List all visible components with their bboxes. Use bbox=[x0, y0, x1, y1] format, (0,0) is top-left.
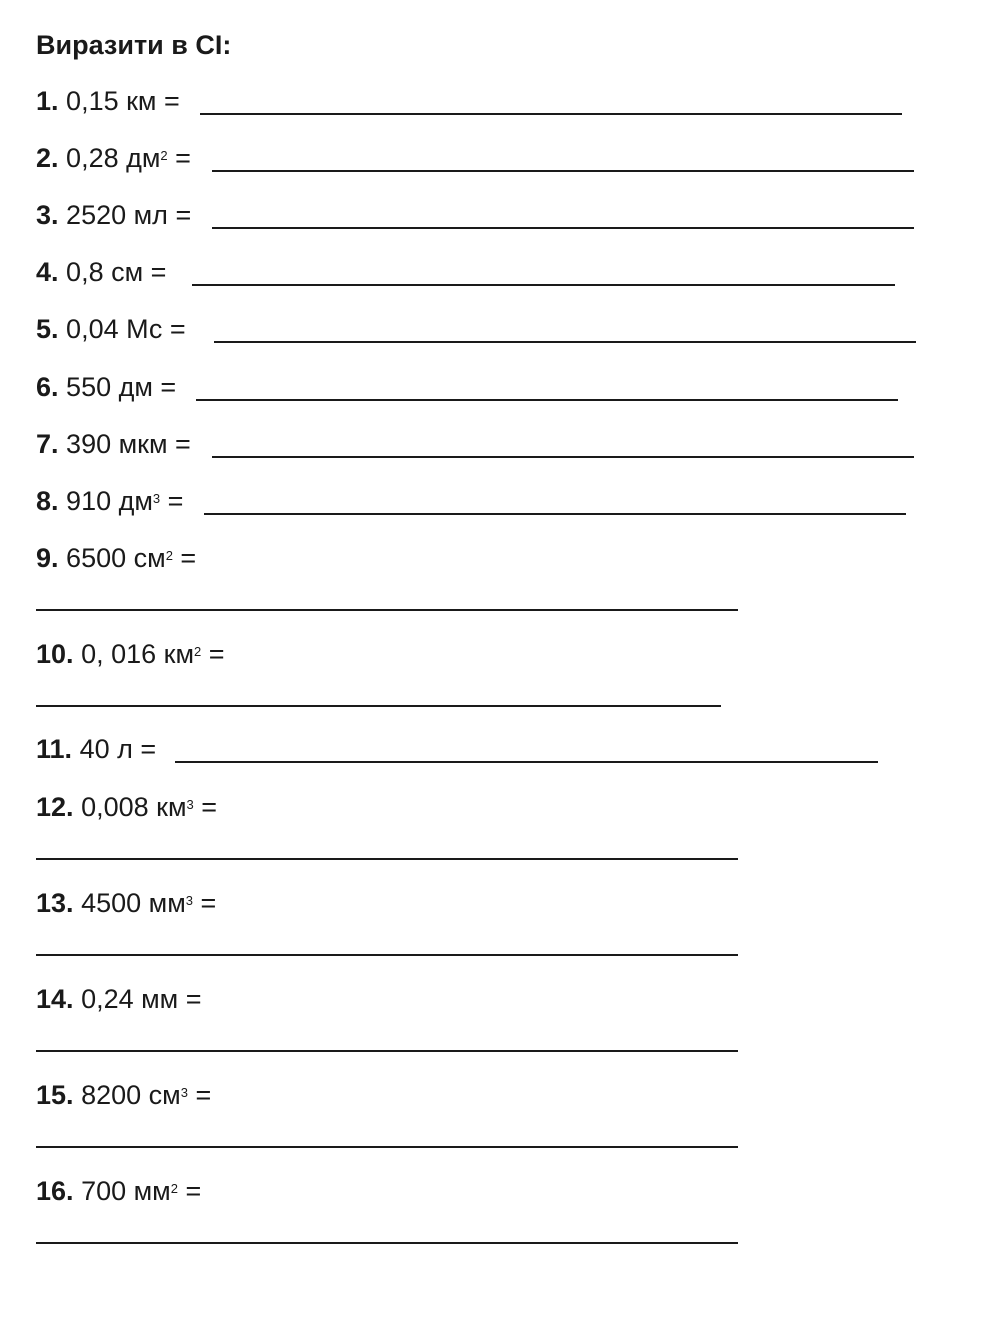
exercise-number: 3. bbox=[36, 200, 59, 230]
exercise-value: 0,24 мм bbox=[81, 984, 179, 1014]
exercise-value: 0,008 км bbox=[81, 792, 187, 822]
exercise-10 bbox=[36, 637, 225, 671]
equals-sign: = bbox=[201, 639, 225, 669]
exercise-number: 4. bbox=[36, 257, 59, 287]
exercise-value: 700 мм bbox=[81, 1176, 171, 1206]
exercise-number: 11. bbox=[36, 734, 73, 764]
equals-sign: = bbox=[167, 200, 192, 230]
equals-sign: = bbox=[193, 888, 217, 918]
exercise-value: 0,28 дм bbox=[66, 143, 161, 173]
exercise-value: 8200 см bbox=[81, 1080, 181, 1110]
exercise-number: 10. bbox=[36, 639, 74, 669]
answer-line-14[interactable] bbox=[36, 1050, 738, 1052]
exercise-6 bbox=[36, 370, 176, 404]
answer-line-11[interactable] bbox=[175, 761, 878, 763]
exercise-number: 7. bbox=[36, 429, 59, 459]
exercise-13 bbox=[36, 886, 216, 920]
exercise-exponent: 2 bbox=[170, 1181, 178, 1196]
equals-sign: = bbox=[156, 86, 180, 116]
answer-line-8[interactable] bbox=[204, 513, 906, 515]
exercise-value: 40 л bbox=[79, 734, 133, 764]
exercise-1 bbox=[36, 84, 180, 118]
exercise-number: 16. bbox=[36, 1176, 74, 1206]
answer-line-12[interactable] bbox=[36, 858, 738, 860]
equals-sign: = bbox=[177, 1176, 202, 1206]
exercise-exponent: 3 bbox=[152, 491, 161, 506]
worksheet-title: Виразити в СІ: bbox=[36, 30, 232, 60]
exercise-9 bbox=[36, 541, 196, 575]
answer-line-16[interactable] bbox=[36, 1242, 738, 1244]
answer-line-2[interactable] bbox=[212, 170, 914, 172]
exercise-12 bbox=[36, 790, 217, 824]
answer-line-4[interactable] bbox=[192, 284, 895, 286]
exercise-value: 0, 016 км bbox=[81, 639, 195, 669]
answer-line-5[interactable] bbox=[214, 341, 916, 343]
exercise-value: 4500 мм bbox=[81, 888, 186, 918]
exercise-7 bbox=[36, 427, 191, 461]
exercise-number: 1. bbox=[36, 86, 59, 116]
exercise-value: 2520 мл bbox=[66, 200, 168, 230]
exercise-14 bbox=[36, 982, 202, 1016]
exercise-11 bbox=[36, 732, 156, 766]
exercise-number: 6. bbox=[36, 372, 59, 402]
answer-line-9[interactable] bbox=[36, 609, 738, 611]
exercise-exponent: 2 bbox=[165, 548, 173, 563]
equals-sign: = bbox=[143, 257, 167, 287]
exercise-value: 910 дм bbox=[66, 486, 153, 516]
exercise-value: 390 мкм bbox=[66, 429, 168, 459]
equals-sign: = bbox=[167, 429, 191, 459]
exercise-exponent: 3 bbox=[186, 797, 194, 812]
exercise-number: 9. bbox=[36, 543, 59, 573]
exercise-16 bbox=[36, 1174, 201, 1208]
exercise-value: 550 дм bbox=[66, 372, 153, 402]
equals-sign: = bbox=[152, 372, 177, 402]
exercise-4 bbox=[36, 255, 166, 289]
exercise-3 bbox=[36, 198, 191, 232]
exercise-number: 2. bbox=[36, 143, 59, 173]
exercise-exponent: 2 bbox=[194, 644, 202, 659]
answer-line-15[interactable] bbox=[36, 1146, 738, 1148]
exercise-5 bbox=[36, 312, 186, 346]
exercise-exponent: 3 bbox=[185, 893, 193, 908]
exercise-number: 12. bbox=[36, 792, 74, 822]
exercise-number: 8. bbox=[36, 486, 59, 516]
answer-line-10[interactable] bbox=[36, 705, 721, 707]
exercise-number: 13. bbox=[36, 888, 74, 918]
exercise-value: 0,8 см bbox=[66, 257, 144, 287]
answer-line-6[interactable] bbox=[196, 399, 898, 401]
exercise-exponent: 2 bbox=[160, 148, 168, 163]
equals-sign: = bbox=[178, 984, 202, 1014]
exercise-15 bbox=[36, 1078, 211, 1112]
exercise-number: 5. bbox=[36, 314, 59, 344]
exercise-8 bbox=[36, 484, 183, 518]
exercise-2 bbox=[36, 141, 191, 175]
equals-sign: = bbox=[167, 143, 191, 173]
exercise-value: 6500 см bbox=[66, 543, 166, 573]
equals-sign: = bbox=[193, 792, 218, 822]
answer-line-1[interactable] bbox=[200, 113, 902, 115]
exercise-exponent: 3 bbox=[180, 1085, 188, 1100]
exercise-number: 14. bbox=[36, 984, 74, 1014]
equals-sign: = bbox=[132, 734, 157, 764]
answer-line-7[interactable] bbox=[212, 456, 914, 458]
exercise-number: 15. bbox=[36, 1080, 74, 1110]
exercise-value: 0,04 Мс bbox=[66, 314, 163, 344]
equals-sign: = bbox=[162, 314, 186, 344]
exercise-value: 0,15 км bbox=[66, 86, 157, 116]
answer-line-3[interactable] bbox=[212, 227, 914, 229]
equals-sign: = bbox=[172, 543, 197, 573]
answer-line-13[interactable] bbox=[36, 954, 738, 956]
equals-sign: = bbox=[187, 1080, 212, 1110]
equals-sign: = bbox=[160, 486, 184, 516]
